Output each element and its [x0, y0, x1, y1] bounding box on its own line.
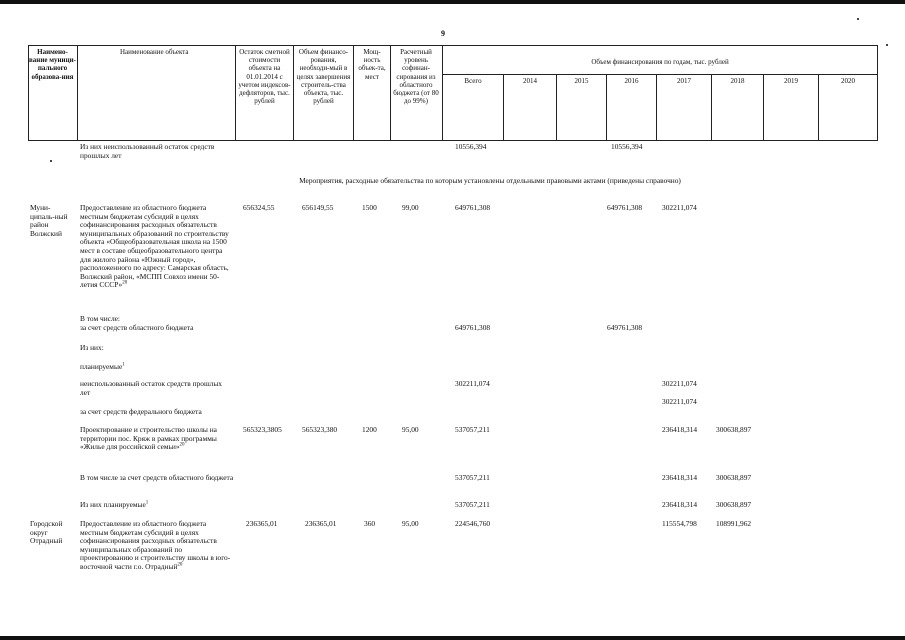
cell-2018: 108991,962	[716, 519, 752, 528]
header-volume: Объем финансо-рования, необходи-мый в целях завершения строитель-ства объекта, тыс. рублей	[296, 48, 351, 106]
cell-total: 537057,211	[455, 473, 490, 482]
row-label: Предоставление из областного бюджета местным бюджетам субсидий в целях софинансирования расходных обязательств муниципальных образований по строительству объекта «Общеобразовательная школа на 1500 мест в составе общеобразовательного центра для жилого района «Южный город», расположенного по адресу: Самарская область, Волжский район, «МСПП Совхоз имени 50-летия СССР»$^{20}$	[80, 203, 229, 290]
header-object: Наименование объекта	[120, 48, 189, 56]
cell-2017: 236418,314	[662, 425, 698, 434]
row-label: Проектирование и строительство школы на территории пос. Кряж в рамках программы «Жилье для российской семьи»$^{20}$	[80, 425, 217, 452]
cell-volume: 565323,380	[302, 425, 338, 434]
col-line	[77, 45, 78, 141]
cell-volume: 236365,01	[305, 519, 337, 528]
cell-level: 95,00	[402, 519, 419, 528]
cell-level: 99,00	[402, 203, 419, 212]
row-label: неиспользованный остаток средств прошлых лет	[80, 379, 222, 397]
header-year-2016: 2016	[624, 77, 639, 85]
page-number: 9	[441, 29, 445, 38]
cell-remaining: 565323,3805	[243, 425, 282, 434]
header-mun: Наимено-вание муници-пального образова-ния	[29, 48, 76, 81]
header-level: Расчетный уровень софинан-сирования из областного бюджета (от 80 до 99%)	[393, 48, 439, 106]
cell-2017: 302211,074	[662, 397, 697, 406]
header-year-2014: 2014	[523, 77, 537, 85]
row-label: за счет средств федерального бюджета	[80, 407, 202, 416]
row-label: Из них:	[80, 343, 104, 352]
cell-capacity: 360	[364, 519, 376, 528]
cell-total: 10556,394	[455, 142, 487, 151]
cell-2016: 649761,308	[607, 203, 643, 212]
cell-2017: 236418,314	[662, 473, 698, 482]
col-line	[293, 45, 294, 141]
row-label: Из них планируемые$^1$	[80, 500, 149, 509]
scan-speck	[50, 160, 52, 162]
cell-capacity: 1500	[362, 203, 377, 212]
header-capacity: Мощ-ность объек-та, мест	[358, 48, 386, 81]
scan-speck	[857, 18, 859, 20]
row-mun: Городской округ Отрадный	[30, 519, 63, 546]
row-label: Предоставление из областного бюджета местным бюджетам субсидий в целях софинансирования расходных обязательств муниципальных образований по проектированию и строительству школы в юго-восточной части г.о. Отрадный$^{20}$	[80, 519, 231, 571]
col-line	[353, 45, 354, 141]
header-year-2017: 2017	[677, 77, 691, 85]
cell-total: 649761,308	[455, 323, 491, 332]
cell-capacity: 1200	[362, 425, 377, 434]
cell-remaining: 236365,01	[246, 519, 278, 528]
section-heading: Мероприятия, расходные обязательства по которым установлены отдельными правовыми актами (приведены справочно)	[299, 176, 681, 185]
header-bottom-line	[28, 140, 878, 141]
cell-total: 537057,211	[455, 500, 490, 509]
cell-level: 95,00	[402, 425, 419, 434]
header-year-2019: 2019	[784, 77, 798, 85]
header-year-2015: 2015	[574, 77, 589, 85]
row-label: В том числе:	[80, 314, 120, 323]
row-label: Из них неиспользованный остаток средств прошлых лет	[80, 142, 215, 160]
cell-2017: 302211,074	[662, 203, 697, 212]
cell-remaining: 656324,55	[243, 203, 275, 212]
cell-total: 224546,760	[455, 519, 491, 528]
cell-2017: 236418,314	[662, 500, 698, 509]
cell-2017: 302211,074	[662, 379, 697, 388]
cell-total: 302211,074	[455, 379, 490, 388]
row-label: В том числе за счет средств областного бюджета	[80, 473, 234, 482]
cell-total: 537057,211	[455, 425, 490, 434]
cell-2016: 649761,308	[607, 323, 643, 332]
scan-speck	[886, 44, 888, 46]
header-top-line	[28, 45, 878, 46]
cell-2018: 300638,897	[716, 473, 752, 482]
header-year-2020: 2020	[841, 77, 855, 85]
cell-2018: 300638,897	[716, 500, 752, 509]
cell-2017: 115554,798	[662, 519, 697, 528]
header-remaining: Остаток сметной стоимости объекта на 01.01.2014 с учетом индексов-дефляторов, тыс. рублей	[238, 48, 291, 106]
col-line	[235, 45, 236, 141]
cell-total: 649761,308	[455, 203, 491, 212]
row-label: за счет средств областного бюджета	[80, 323, 194, 332]
years-top-line	[442, 74, 878, 75]
row-label: планируемые$^1$	[80, 362, 125, 371]
bottom-border	[0, 636, 905, 640]
header-year-2018: 2018	[730, 77, 745, 85]
cell-volume: 656149,55	[302, 203, 334, 212]
header-year-total: Всего	[464, 77, 482, 85]
row-mun: Муни-ципаль-ный район Волжский	[30, 203, 68, 238]
top-border	[0, 0, 905, 4]
cell-2018: 300638,897	[716, 425, 752, 434]
cell-2016: 10556,394	[611, 142, 643, 151]
header-funding-title: Объем финансирования по годам, тыс. рублей	[591, 58, 729, 66]
